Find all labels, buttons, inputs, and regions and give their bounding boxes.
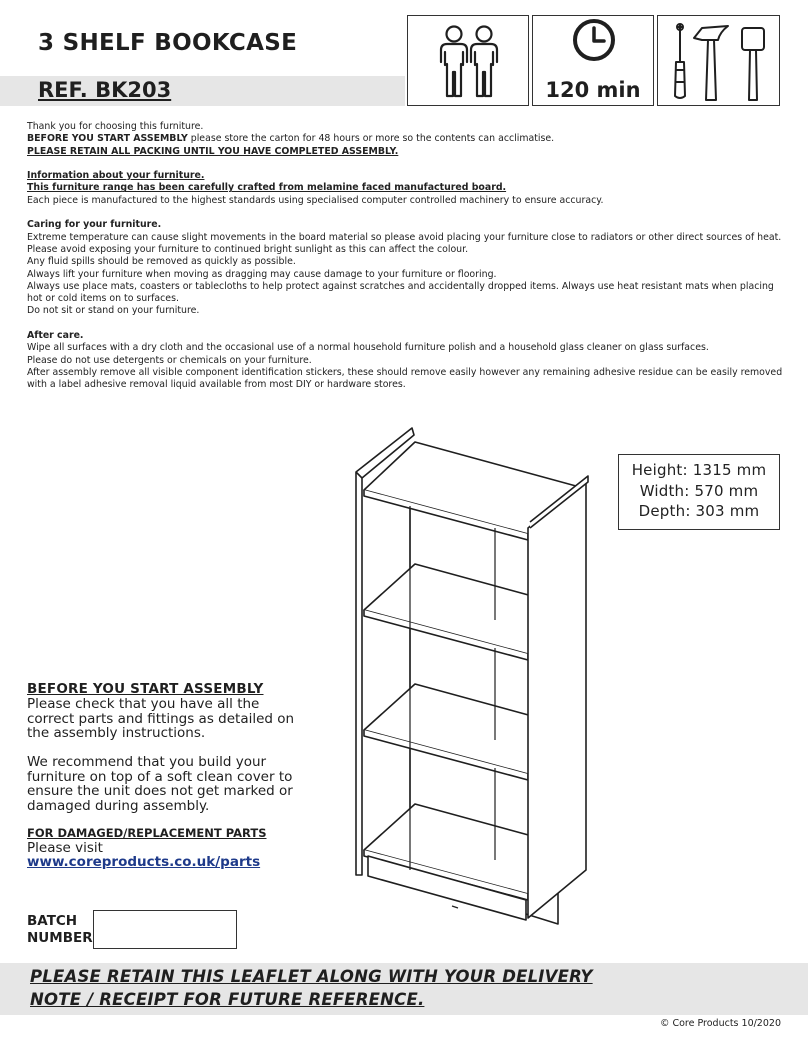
caring-heading: Caring for your furniture. [27,219,162,231]
info-heading: Information about your furniture. [27,170,205,182]
assembly-para-2: We recommend that you build your furniture on top of a soft clean cover to ensure the unit does not get marked or damaged during assembly. [27,754,293,814]
people-box [407,15,529,106]
caring-line: Please avoid exposing your furniture to continued bright sunlight as this can affect the colour. [27,243,469,255]
bookcase-illustration [350,420,595,935]
retain-packing-line: PLEASE RETAIN ALL PACKING UNTIL YOU HAVE COMPLETED ASSEMBLY. [27,145,399,157]
screwdriver-hammer-mallet-icon [658,16,781,107]
time-box [532,15,654,106]
caring-line: Always lift your furniture when moving as dragging may cause damage to your furniture or flooring. [27,268,497,280]
damaged-parts-heading: FOR DAMAGED/REPLACEMENT PARTS [27,826,267,840]
after-care-heading: After care. [27,330,84,342]
retain-leaflet-line-2: NOTE / RECEIPT FOR FUTURE REFERENCE. [30,990,425,1009]
thanks-line: Thank you for choosing this furniture. [27,121,204,132]
batch-number-label: BATCH NUMBER [27,913,93,946]
tools-box [657,15,780,106]
assembly-para-1: Please check that you have all the correct parts and fittings as detailed on the assembly instructions. [27,696,295,741]
copyright: © Core Products 10/2020 [659,1018,781,1029]
caring-line: Extreme temperature can cause slight movements in the board material so please avoid placing your furniture close to radiators or other direct sources of heat. [27,231,782,243]
assembly-time: 120 min [545,78,641,102]
two-people-icon [408,16,530,107]
after-care-line: Wipe all surfaces with a dry cloth and the occasional use of a normal household furniture polish and a household glass cleaner on glass surfaces. [27,342,709,354]
batch-number-field[interactable] [93,910,237,949]
caring-line: Any fluid spills should be removed as quickly as possible. [27,256,296,268]
before-bold: BEFORE YOU START ASSEMBLY [27,133,188,145]
caring-line: Do not sit or stand on your furniture. [27,305,200,317]
parts-link[interactable]: www.coreproducts.co.uk/parts [27,854,261,870]
dimensions-box [618,454,780,530]
visit-label: Please visit [27,840,103,856]
info-line-1: This furniture range has been carefully crafted from melamine faced manufactured board. [27,182,507,194]
height-dimension: Height: 1315 mm [631,461,767,479]
retain-leaflet-line-1: PLEASE RETAIN THIS LEAFLET ALONG WITH YOUR DELIVERY [30,967,593,986]
depth-dimension: Depth: 303 mm [638,502,760,520]
product-ref: REF. BK203 [38,78,172,102]
caring-line: Always use place mats, coasters or tablecloths to help protect against scratches and accidentally dropped items. Always use heat resistant mats when placing hot or cold items on to surfaces. [27,280,774,305]
info-line-2: Each piece is manufactured to the highest standards using specialised computer controlled machinery to ensure accuracy. [27,194,604,206]
before-rest: please store the carton for 48 hours or more so the contents can acclimatise. [187,133,555,145]
after-care-line: After assembly remove all visible component identification stickers, these should remove easily however any remaining adhesive residue can be easily removed with a label adhesive removal liquid available from most DIY or hardware stores. [27,366,783,391]
before-line [27,133,787,145]
assembly-text [27,697,302,813]
assembly-heading: BEFORE YOU START ASSEMBLY [27,681,264,697]
intro-text [27,121,787,392]
document-title: 3 SHELF BOOKCASE [38,30,298,56]
after-care-line: Please do not use detergents or chemicals on your furniture. [27,354,312,366]
width-dimension: Width: 570 mm [639,481,759,500]
